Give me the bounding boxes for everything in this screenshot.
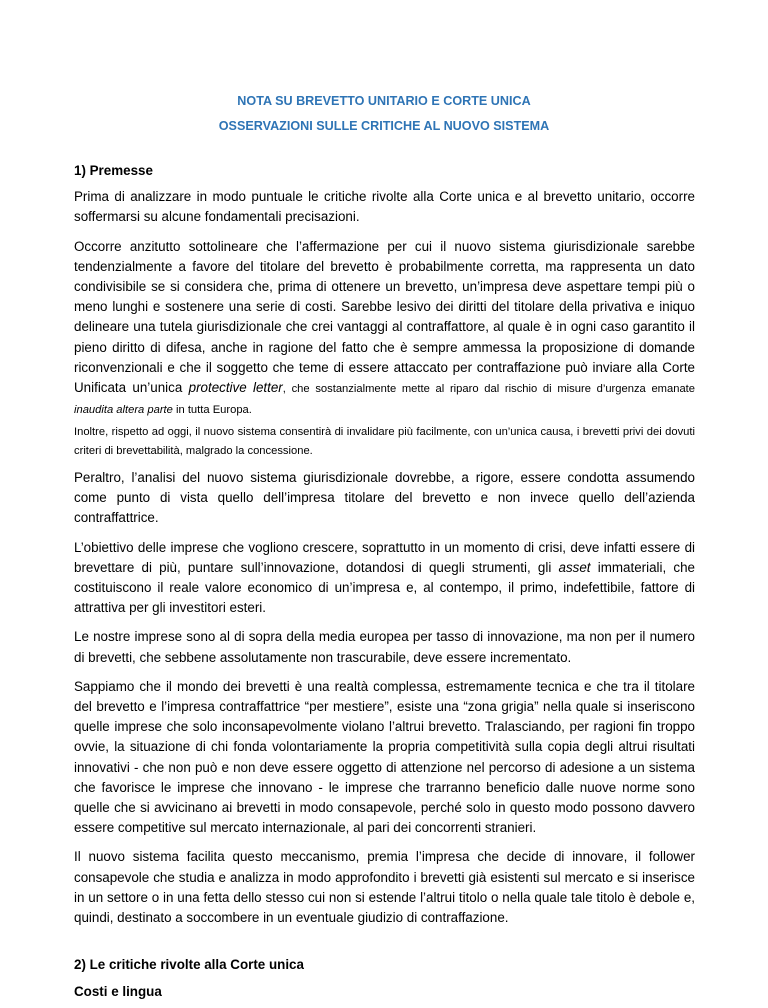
paragraph-text: immateriali, che costituiscono il reale valore economico di un’impresa e, al contempo, il primo, indefettibile, fattore di attrattiva per gli investitori esteri. xyxy=(74,559,695,616)
paragraph-italic: inaudita altera parte xyxy=(74,403,173,416)
paragraph-italic: protective letter xyxy=(188,380,283,396)
section-heading: 2) Le critiche rivolte alla Corte unica xyxy=(74,957,304,973)
paragraph-italic: asset xyxy=(558,559,591,575)
section-heading: 1) Premesse xyxy=(74,163,153,178)
paragraph-text-small: , che sostanzialmente mette al riparo dal rischio di misure d’urgenza emanate xyxy=(282,383,695,396)
paragraph: Peraltro, l’analisi del nuovo sistema giurisdizionale dovrebbe, a rigore, essere condotta assumendo come punto di vista quello dell’impresa titolare del brevetto e non invece quello dell’azienda contraffattrice. xyxy=(74,470,695,526)
paragraph: Il nuovo sistema facilita questo meccanismo, premia l’impresa che decide di innovare, il follower consapevole che studia e analizza in modo approfondito i brevetti già esistenti sul mercato e si inserisce in un settore o in una fetta dello stesso cui non si estende l’altrui titolo o nella quale tale titolo è debole e, quindi, destinato a soccombere in un eventuale giudizio di contraffazione. xyxy=(74,849,695,926)
document-title: NOTA SU BREVETTO UNITARIO E CORTE UNICA xyxy=(237,94,531,108)
document-body xyxy=(74,161,695,1008)
paragraph xyxy=(74,538,695,619)
paragraph-text-small: in tutta Europa. xyxy=(172,403,252,416)
document-subtitle: OSSERVAZIONI SULLE CRITICHE AL NUOVO SISTEMA xyxy=(218,119,550,133)
paragraph-text: L’obiettivo delle imprese che vogliono crescere, soprattutto in un momento di crisi, deve infatti essere di brevettare di più, puntare sull’innovazione, dotandosi di quegli strumenti, gli xyxy=(74,539,695,575)
paragraph xyxy=(74,237,695,419)
paragraph: Sappiamo che il mondo dei brevetti è una realtà complessa, estremamente tecnica e che tra il titolare del brevetto e l’impresa contraffattrice “per mestiere”, esiste una “zona grigia” nella quale si inseriscono quelle imprese che solo inconsapevolmente violano l’altrui brevetto. Tralasciando, per ragioni fin troppo ovvie, la situazione di chi fonda volontariamente la propria competitività sulla copia degli altrui risultati innovativi - che non può e non deve essere oggetto di attenzione nel percorso di adesione a un sistema che favorisce le imprese che innovano - le imprese che trarranno beneficio dalle nuove norme sono quelle che si avvicinano ai brevetti in modo consapevole, perché solo in questo modo possono davvero essere competitive sul mercato internazionale, al pari dei concorrenti stranieri. xyxy=(74,678,695,836)
paragraph: Le nostre imprese sono al di sopra della media europea per tasso di innovazione, ma non per il numero di brevetti, che sebbene assolutamente non trascurabile, deve essere incrementato. xyxy=(74,629,695,665)
subsection-heading: Costi e lingua xyxy=(74,983,162,999)
paragraph: Inoltre, rispetto ad oggi, il nuovo sistema consentirà di invalidare più facilmente, con un’unica causa, i brevetti privi dei dovuti criteri di brevettabilità, malgrado la concessione. xyxy=(74,426,695,457)
paragraph: Prima di analizzare in modo puntuale le critiche rivolte alla Corte unica e al brevetto unitario, occorre soffermarsi su alcune fondamentali precisazioni. xyxy=(74,189,695,225)
paragraph-text: Occorre anzitutto sottolineare che l’affermazione per cui il nuovo sistema giurisdizionale sarebbe tendenzialmente a favore del titolare del brevetto è probabilmente corretta, ma rappresenta un dato condivisibile se si considera che, prima di ottenere un brevetto, un’impresa deve aspettare tempi più o meno lunghi e sostenere una serie di costi. Sarebbe lesivo dei diritti del titolare della privativa e iniquo delineare una tutela giurisdizionale che crei vantaggi al contraffattore, al quale è in ogni caso garantito il pieno diritto di difesa, anche in ragione del fatto che è sempre ammessa la proposizione di domande riconvenzionali e che il soggetto che teme di essere attaccato per contraffazione può inviare alla Corte Unificata un’unica xyxy=(74,238,695,396)
